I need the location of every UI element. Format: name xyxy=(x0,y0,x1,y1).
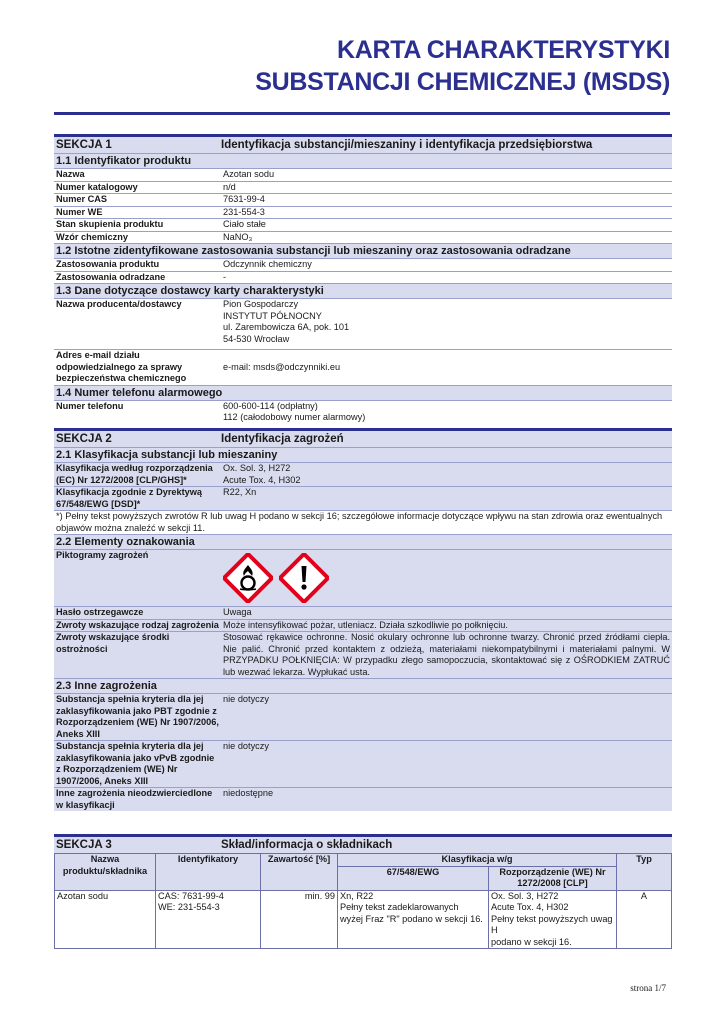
hazard-statements-row xyxy=(54,619,672,632)
cell-type: A xyxy=(617,890,672,949)
table-row xyxy=(54,231,672,244)
signal-word-label: Hasło ostrzegawcze xyxy=(54,607,221,619)
precautionary-value: Stosować rękawice ochronne. Nosić okulary ochronne lub ochronne twarzy. Chronić przed źródłami ciepła. Nie palić. Chronić przed kontaktem z odzieżą, materiałami niekompatybilnymi i materiałami palnymi. W PRZYPADKU POŁKNIĘCIA: W przypadku złego samopoczucia, skontaktować się z OŚRODKIEM ZATRUĆ lub wezwać lekarza. Wypłukać usta. xyxy=(223,632,670,677)
vpvb-row xyxy=(54,740,672,787)
signal-word-row xyxy=(54,606,672,619)
clp-line: podano w sekcji 16. xyxy=(491,936,572,947)
row-label: Numer WE xyxy=(56,206,103,217)
table-row xyxy=(55,890,672,949)
title-line-2: SUBSTANCJI CHEMICZNEJ (MSDS) xyxy=(255,68,670,96)
composition-table xyxy=(54,853,672,949)
row-label: Zastosowania odradzane xyxy=(56,271,166,282)
hazard-statements-label: Zwroty wskazujące rodzaj zagrożenia xyxy=(54,620,221,632)
section-2-header xyxy=(54,428,672,447)
phone-line: 112 (całodobowy numer alarmowy) xyxy=(223,412,366,422)
header-type: Typ xyxy=(617,854,672,891)
flame-over-circle-icon xyxy=(223,553,273,603)
clp-line: Ox. Sol. 3, H272 xyxy=(491,890,559,901)
row-value: Odczynnik chemiczny xyxy=(223,259,312,269)
clp-line: Ox. Sol. 3, H272 xyxy=(223,463,291,473)
phone-label: Numer telefonu xyxy=(56,400,124,411)
subsection-1-3: 1.3 Dane dotyczące dostawcy karty charakterystyki xyxy=(54,283,672,298)
ewg-line: Xn, R22 xyxy=(340,890,374,901)
signal-word-value: Uwaga xyxy=(221,607,672,619)
supplier-label: Nazwa producenta/dostawcy xyxy=(56,299,182,309)
ewg-line: Pełny tekst zadeklarowanych xyxy=(340,902,459,912)
classification-note: *) Pełny tekst powyższych zwrotów R lub uwag H podano w sekcji 16; szczegółowe informacje dotyczące wpływu na stan zdrowia oraz ewentualnych objawów można znaleźć w sekcji 11. xyxy=(54,510,672,534)
product-identifier-table xyxy=(54,168,672,243)
pbt-row xyxy=(54,693,672,740)
section-1 xyxy=(54,134,672,424)
table-row xyxy=(54,206,672,219)
pictograms-row xyxy=(54,549,672,606)
section-3-header xyxy=(54,834,672,853)
phone-row xyxy=(54,400,672,424)
table-row xyxy=(54,168,672,181)
supplier-value xyxy=(221,299,672,349)
dsd-value: R22, Xn xyxy=(221,487,672,510)
row-label: Stan skupienia produktu xyxy=(56,219,164,229)
row-value: 7631-99-4 xyxy=(223,194,265,204)
clp-value xyxy=(221,463,672,486)
row-value: Azotan sodu xyxy=(223,169,275,179)
clp-line: Pełny tekst powyższych uwag H xyxy=(491,913,613,935)
table-row xyxy=(54,181,672,194)
header-ewg: 67/548/EWG xyxy=(338,866,489,890)
row-value: Ciało stałe xyxy=(223,219,266,229)
row-value: NaNO₃ xyxy=(223,231,253,242)
section-title: Skład/informacja o składnikach xyxy=(221,839,393,851)
cell-content: min. 99 xyxy=(261,890,338,949)
precautionary-statements-row xyxy=(54,631,672,678)
email-row xyxy=(54,349,672,385)
cell-identifiers xyxy=(156,890,261,949)
clp-line: Acute Tox. 4, H302 xyxy=(491,902,569,912)
phone-value xyxy=(221,401,672,424)
section-3 xyxy=(54,834,672,949)
section-number: SEKCJA 1 xyxy=(56,139,112,151)
ewg-line: wyżej Fraz "R" podano w sekcji 16. xyxy=(340,913,483,924)
table-row xyxy=(54,193,672,206)
row-label: Wzór chemiczny xyxy=(56,231,128,242)
subsection-1-4: 1.4 Numer telefonu alarmowego xyxy=(54,385,672,400)
exclamation-mark-icon xyxy=(279,553,329,603)
section-1-header xyxy=(54,134,672,153)
section-title: Identyfikacja substancji/mieszaniny i identyfikacja przedsiębiorstwa xyxy=(221,139,593,151)
clp-line: Acute Tox. 4, H302 xyxy=(223,474,301,485)
row-value: 231-554-3 xyxy=(223,206,265,217)
cell-ewg xyxy=(338,890,489,949)
row-label: Numer katalogowy xyxy=(56,181,138,192)
other-hazards-value: niedostępne xyxy=(221,788,672,811)
hazard-statements-value: Może intensyfikować pożar, utleniacz. Działa szkodliwie po połknięciu. xyxy=(221,620,672,632)
phone-line: 600-600-114 (odpłatny) xyxy=(223,400,318,411)
pbt-value: nie dotyczy xyxy=(221,694,672,740)
subsection-2-1: 2.1 Klasyfikacja substancji lub mieszaniny xyxy=(54,447,672,462)
header-identifiers: Identyfikatory xyxy=(156,854,261,891)
section-2 xyxy=(54,428,672,811)
page-number: strona 1/7 xyxy=(630,983,666,993)
uses-table xyxy=(54,258,672,283)
row-value: n/d xyxy=(223,181,236,192)
row-label: Zastosowania produktu xyxy=(56,259,160,269)
pbt-label: Substancja spełnia kryteria dla jej zaklasyfikowania jako PBT zgodnie z Rozporządzeniem (WE) Nr 1907/2006, Aneks XIII xyxy=(54,694,221,740)
clp-classification-row xyxy=(54,462,672,486)
other-hazards-label: Inne zagrożenia nieodzwierciedlone w klasyfikacji xyxy=(54,788,221,811)
section-title: Identyfikacja zagrożeń xyxy=(221,433,344,445)
row-label: Numer CAS xyxy=(56,194,108,204)
supplier-line: INSTYTUT PÓŁNOCNY xyxy=(223,310,322,321)
row-label: Nazwa xyxy=(56,169,85,179)
subsection-2-3: 2.3 Inne zagrożenia xyxy=(54,678,672,693)
section-number: SEKCJA 3 xyxy=(56,839,112,851)
email-value[interactable]: e-mail: msds@odczynniki.eu xyxy=(223,361,341,372)
vpvb-value: nie dotyczy xyxy=(221,741,672,787)
cell-name: Azotan sodu xyxy=(55,890,156,949)
dsd-classification-row xyxy=(54,486,672,510)
pictograms-label: Piktogramy zagrożeń xyxy=(54,550,221,606)
clp-label: Klasyfikacja według rozporządzenia (EC) Nr 1272/2008 [CLP/GHS]* xyxy=(54,463,221,486)
supplier-line: 54-530 Wrocław xyxy=(223,333,290,344)
table-row xyxy=(54,258,672,271)
cell-clp xyxy=(489,890,617,949)
other-hazards-row xyxy=(54,787,672,811)
dsd-label: Klasyfikacja zgodnie z Dyrektywą 67/548/EWG [DSD]* xyxy=(54,487,221,510)
section-number: SEKCJA 2 xyxy=(56,433,112,445)
header-clp: Rozporządzenie (WE) Nr 1272/2008 [CLP] xyxy=(489,866,617,890)
identifier-line: CAS: 7631-99-4 xyxy=(158,890,224,901)
document-title xyxy=(255,34,670,98)
supplier-line: Pion Gospodarczy xyxy=(223,299,299,309)
title-rule xyxy=(54,112,670,115)
header-classification: Klasyfikacja w/g xyxy=(338,854,617,867)
precautionary-label: Zwroty wskazujące środki ostrożności xyxy=(54,632,221,678)
subsection-1-1: 1.1 Identyfikator produktu xyxy=(54,153,672,168)
subsection-2-2: 2.2 Elementy oznakowania xyxy=(54,534,672,549)
header-name: Nazwa produktu/składnika xyxy=(55,854,156,891)
header-content: Zawartość [%] xyxy=(261,854,338,891)
row-value: - xyxy=(223,271,227,282)
identifier-line: WE: 231-554-3 xyxy=(158,902,220,912)
email-label: Adres e-mail działu odpowiedzialnego za sprawy bezpieczeństwa chemicznego xyxy=(56,350,187,383)
table-row xyxy=(54,271,672,284)
subsection-1-2: 1.2 Istotne zidentyfikowane zastosowania substancji lub mieszaniny oraz zastosowania odradzane xyxy=(54,243,672,258)
vpvb-label: Substancja spełnia kryteria dla jej zaklasyfikowania jako vPvB zgodnie z Rozporządzeniem (WE) Nr 1907/2006, Aneks XIII xyxy=(54,741,221,787)
table-row xyxy=(54,218,672,231)
supplier-row xyxy=(54,298,672,349)
supplier-line: ul. Zarembowicza 6A, pok. 101 xyxy=(223,322,350,332)
title-line-1: KARTA CHARAKTERYSTYKI xyxy=(336,36,670,64)
